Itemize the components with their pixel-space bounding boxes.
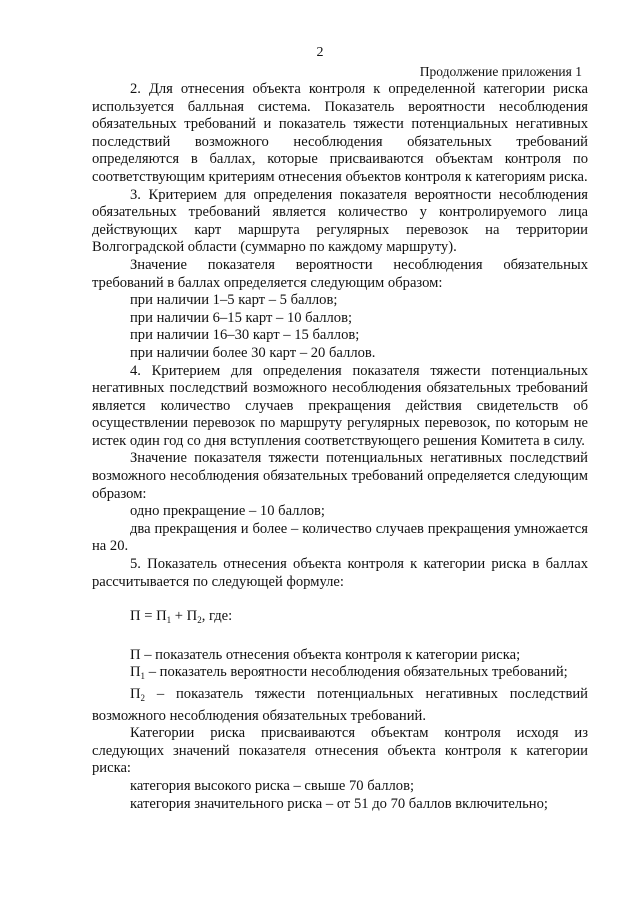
formula-sub-1: 1 (166, 615, 172, 626)
paragraph-4-value-intro: Значение показателя тяжести потенциальных негативных последствий возможного несоблюдения обязательных требований определяется следующим образом: (92, 450, 588, 502)
definition-p2-text: – показатель тяжести потенциальных негативных последствий возможного несоблюдения обязательных требований. (92, 686, 588, 724)
categories-intro: Категории риска присваиваются объектам контроля исходя из следующих значений показателя отнесения объекта контроля к категории риска: (92, 725, 588, 777)
list-item: при наличии более 30 карт – 20 баллов. (130, 344, 376, 361)
definition-p1-text: – показатель вероятности несоблюдения обязательных требований; (145, 664, 568, 681)
paragraph-4-item-2: два прекращения и более – количество случаев прекращения умножается на 20. (92, 520, 588, 555)
list-item: одно прекращение – 10 баллов; (130, 503, 325, 520)
list-item: при наличии 6–15 карт – 10 баллов; (130, 309, 353, 326)
definition-p2-symbol: П (130, 686, 141, 702)
category-item: категория значительного риска – от 51 до 70 баллов включительно; (130, 795, 548, 812)
definition-p2 (92, 686, 588, 725)
formula-tail: , где: (201, 608, 233, 625)
definition-p1-symbol: П (130, 664, 141, 681)
paragraph-2: 2. Для отнесения объекта контроля к определенной категории риска используется балльная система. Показатель вероятности несоблюдения обязательных требований и показатель тяжести потенциальных негативных последствий возможного несоблюдения обязательных требований определяются в баллах, которые присваиваются объектам контроля по соответствующим критериям отнесения объектов контроля к категориям риска. (92, 81, 588, 185)
formula-sub-2: 2 (197, 615, 202, 626)
formula-plus: + П (171, 608, 198, 625)
paragraph-4: 4. Критерием для определения показателя тяжести потенциальных негативных последствий возможного несоблюдения обязательных требований является количество случаев прекращения действия свидетельств об осуществлении перевозок по маршруту регулярных перевозок, по которым не истек один год со дня вступления соответствующего решения Комитета в силу. (92, 362, 588, 449)
definition-p1 (92, 664, 588, 686)
category-item: категория высокого риска – свыше 70 баллов; (130, 777, 415, 794)
page-number: 2 (316, 45, 324, 60)
paragraph-3: 3. Критерием для определения показателя вероятности несоблюдения обязательных требований является количество у контролируемого лица действующих карт маршрута регулярных перевозок на территории Волгоградской области (суммарно по каждому маршруту). (92, 186, 588, 256)
list-item: при наличии 16–30 карт – 15 баллов; (130, 327, 360, 344)
definition-p: П – показатель отнесения объекта контроля к категории риска; (130, 646, 521, 663)
definition-p2-sub: 2 (140, 693, 146, 703)
definition-p1-sub: 1 (140, 671, 146, 682)
document-body (92, 81, 588, 813)
risk-formula (92, 608, 588, 630)
formula-lhs: П = П (130, 608, 167, 625)
continuation-label: Продолжение приложения 1 (419, 64, 582, 79)
paragraph-3-value-intro: Значение показателя вероятности несоблюдения обязательных требований в баллах определяется следующим образом: (92, 256, 588, 291)
paragraph-5: 5. Показатель отнесения объекта контроля к категории риска в баллах рассчитывается по следующей формуле: (92, 556, 588, 590)
list-item: при наличии 1–5 карт – 5 баллов; (130, 292, 338, 309)
